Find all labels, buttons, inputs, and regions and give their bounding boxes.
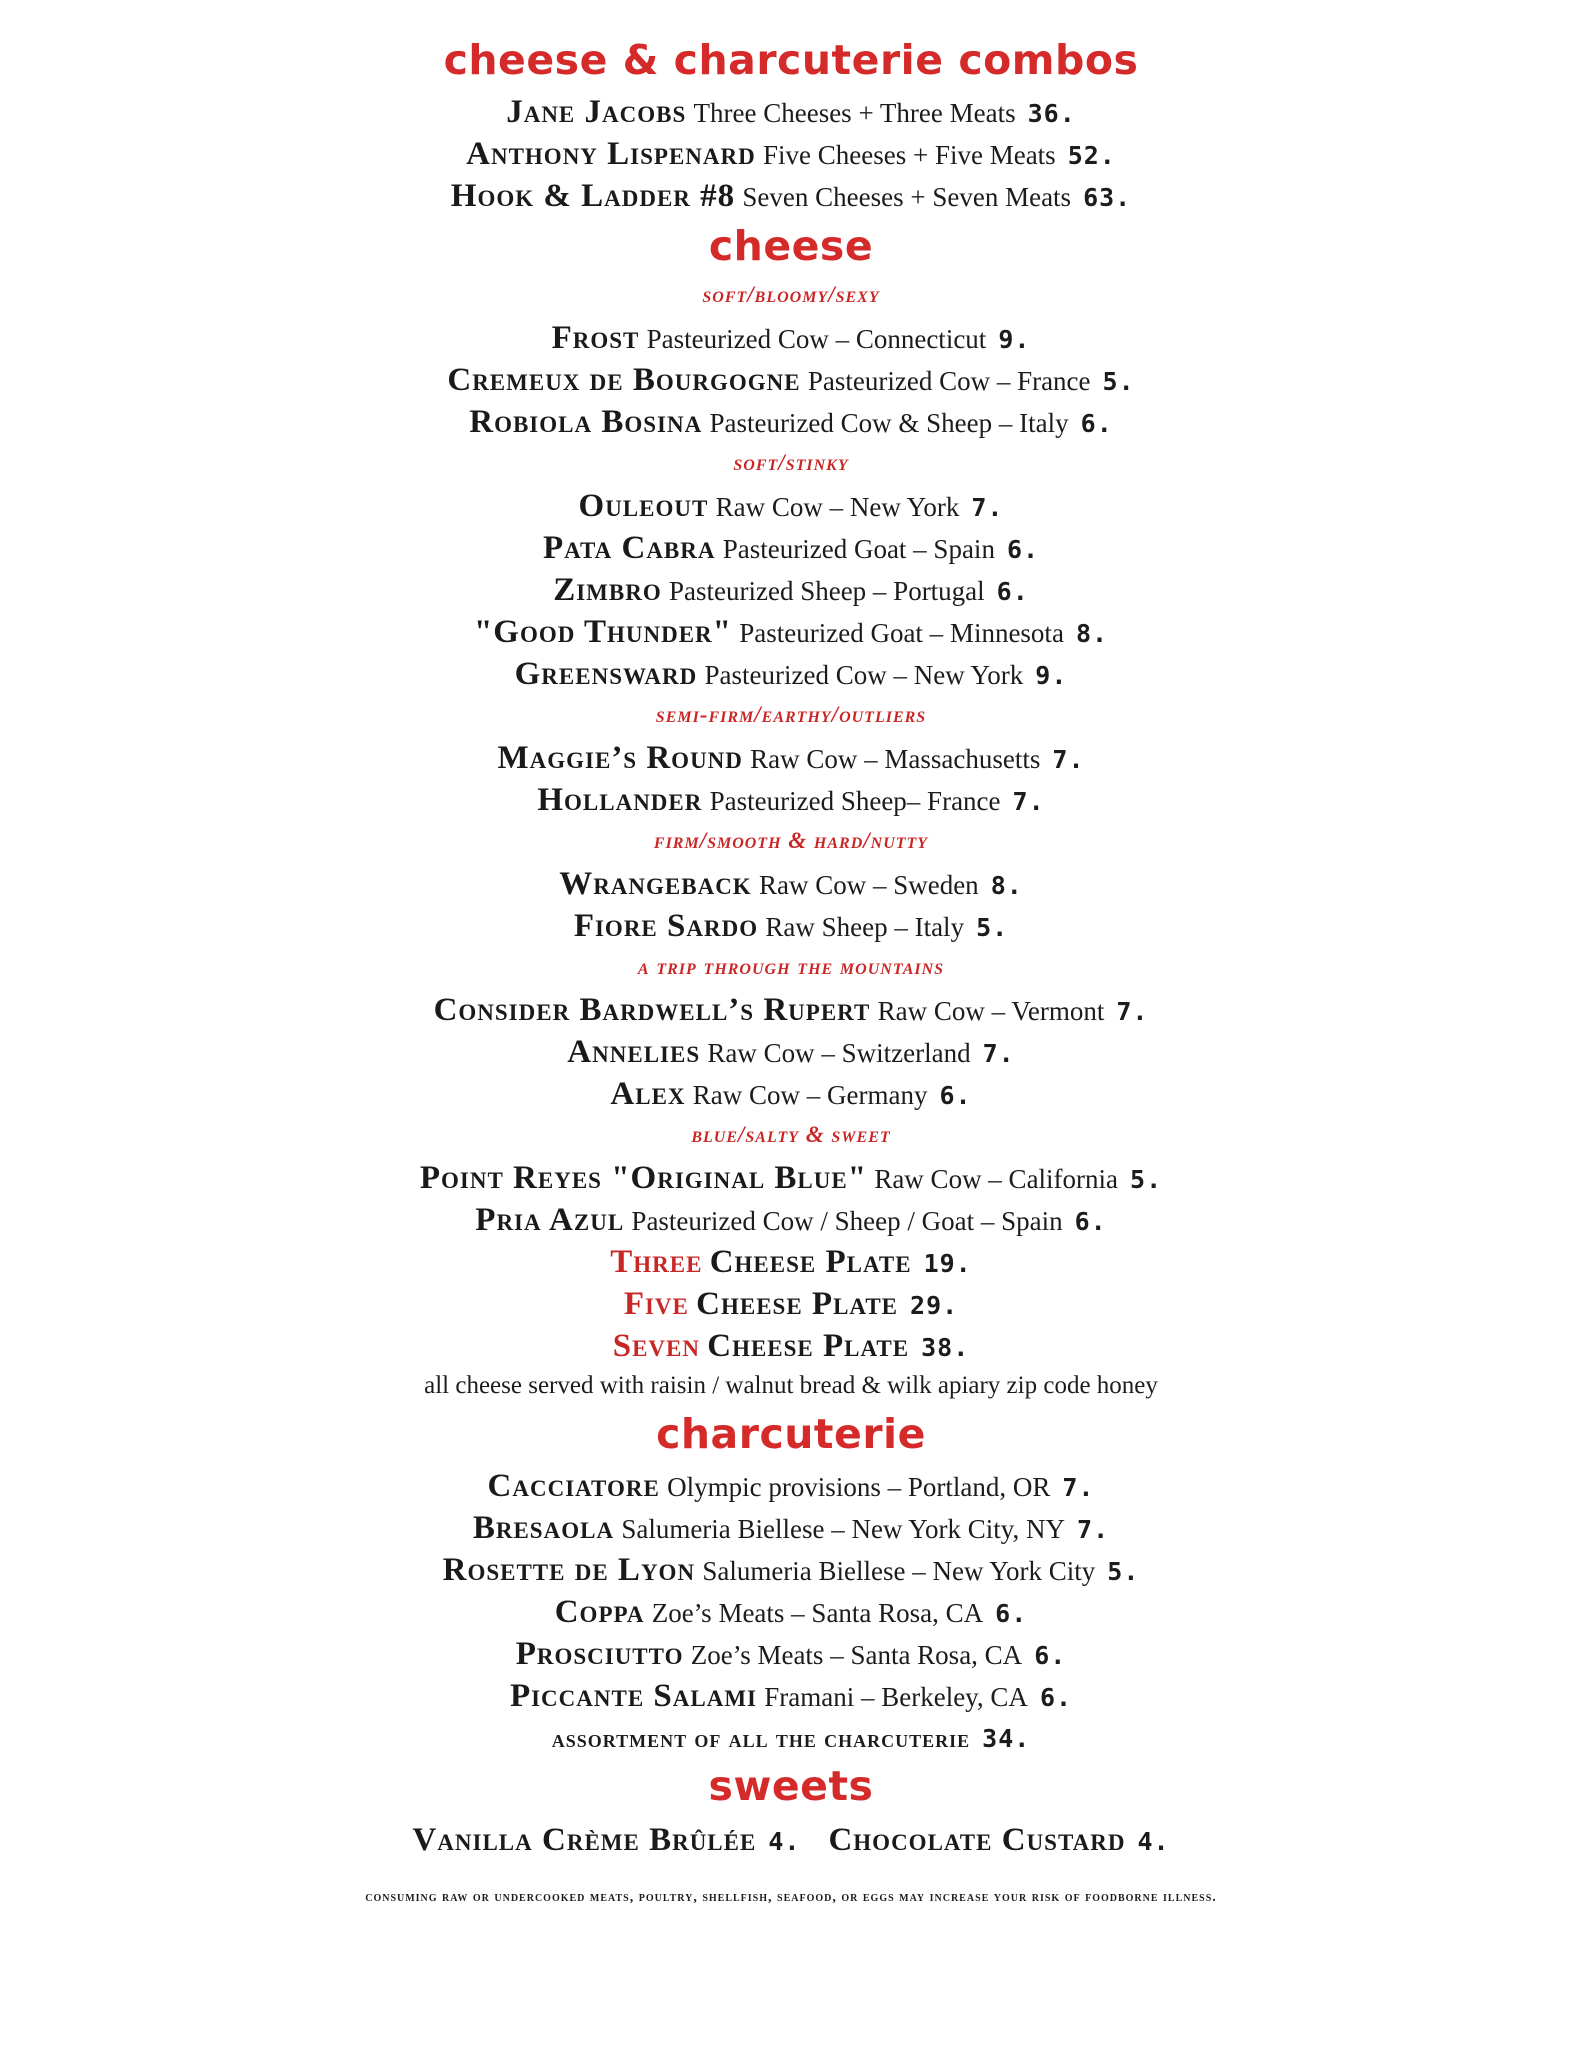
subsection-title: firm/smooth & hard/nutty (653, 828, 929, 853)
item-price: 8. (1075, 619, 1109, 648)
item-name: Robiola Bosina (469, 404, 703, 440)
item-desc: Raw Cow – Sweden (758, 870, 979, 900)
item-desc: Raw Cow – California (874, 1164, 1119, 1194)
item-desc: Raw Cow – New York (715, 492, 960, 522)
item-desc: Pasteurized Cow – New York (704, 660, 1024, 690)
item-price: 34. (982, 1724, 1031, 1753)
charcuterie-assortment (0, 1718, 1582, 1760)
subsection-title: blue/salty & sweet (691, 1122, 891, 1147)
item-price: 6. (1080, 409, 1113, 438)
item-price: 36. (1027, 99, 1076, 128)
item-name: Ouleout (578, 488, 709, 524)
combo-item (0, 92, 1582, 134)
subsection-title: soft/bloomy/sexy (702, 282, 880, 307)
section-title-sweets: sweets (708, 1762, 874, 1810)
cheese-item (0, 1074, 1582, 1116)
item-price: 6. (1074, 1207, 1107, 1236)
item-name: Vanilla Crème Brûlée (412, 1822, 757, 1858)
item-name: Cremeux de Bourgogne (447, 362, 801, 398)
item-name: Wrangeback (559, 866, 752, 902)
item-name: Hollander (537, 782, 703, 818)
plate-label: Cheese Plate (707, 1328, 910, 1364)
item-price: 9. (998, 325, 1031, 354)
cheese-item (0, 990, 1582, 1032)
item-desc: Seven Cheeses + Seven Meats (742, 182, 1072, 212)
sweets-row (0, 1820, 1582, 1862)
item-price: 7. (1077, 1515, 1110, 1544)
item-price: 29. (910, 1291, 959, 1320)
charcuterie-item (0, 1466, 1582, 1508)
item-name: Cacciatore (487, 1468, 660, 1504)
item-price: 5. (1102, 367, 1135, 396)
section-title-charcuterie: charcuterie (656, 1410, 926, 1458)
item-desc: Pasteurized Cow – France (807, 366, 1091, 396)
plate-count: Seven (612, 1328, 700, 1364)
item-desc: Raw Cow – Vermont (877, 996, 1105, 1026)
item-name: Fiore Sardo (573, 908, 759, 944)
cheese-item (0, 864, 1582, 906)
cheese-note: all cheese served with raisin / walnut bread & wilk apiary zip code honey (424, 1372, 1158, 1399)
item-name: Chocolate Custard (828, 1822, 1126, 1858)
cheese-item (0, 402, 1582, 444)
cheese-item (0, 654, 1582, 696)
item-desc: Pasteurized Cow / Sheep / Goat – Spain (631, 1206, 1063, 1236)
item-price: 5. (1130, 1165, 1163, 1194)
item-price: 9. (1035, 661, 1068, 690)
item-price: 6. (1006, 535, 1040, 564)
item-name: Greensward (514, 656, 698, 692)
cheese-item (0, 318, 1582, 360)
charcuterie-item (0, 1508, 1582, 1550)
item-name: Bresaola (472, 1510, 615, 1546)
item-name: Piccante Salami (509, 1678, 757, 1714)
combo-item (0, 134, 1582, 176)
charcuterie-item (0, 1592, 1582, 1634)
cheese-item (0, 738, 1582, 780)
item-desc: Five Cheeses + Five Meats (763, 140, 1056, 170)
item-price: 6. (1034, 1641, 1067, 1670)
item-name: Maggie’s Round (497, 740, 743, 776)
item-price: 7. (982, 1039, 1015, 1068)
item-desc: Pasteurized Sheep– France (709, 786, 1001, 816)
section-title-combos: cheese & charcuterie combos (443, 36, 1139, 84)
item-price: 7. (1116, 997, 1149, 1026)
cheese-plate (0, 1326, 1582, 1368)
subsection-title: soft/stinky (733, 450, 849, 475)
item-name: Anthony Lispenard (466, 136, 756, 172)
item-price: 5. (1107, 1557, 1140, 1586)
cheese-item (0, 1032, 1582, 1074)
item-desc: Raw Cow – Germany (692, 1080, 928, 1110)
cheese-item (0, 1158, 1582, 1200)
item-desc: Pasteurized Sheep – Portugal (668, 576, 985, 606)
item-desc: Olympic provisions – Portland, OR (667, 1472, 1051, 1502)
cheese-plate (0, 1284, 1582, 1326)
subsection-title: semi-firm/earthy/outliers (655, 702, 927, 727)
cheese-item (0, 570, 1582, 612)
cheese-item (0, 612, 1582, 654)
item-price: 19. (923, 1249, 972, 1278)
item-desc: Three Cheeses + Three Meats (693, 98, 1016, 128)
charcuterie-item (0, 1634, 1582, 1676)
item-price: 52. (1067, 141, 1116, 170)
cheese-item (0, 528, 1582, 570)
item-name: Frost (551, 320, 640, 356)
item-name: Pria Azul (475, 1202, 625, 1238)
item-name: Point Reyes "Original Blue" (419, 1160, 868, 1196)
plate-label: Cheese Plate (709, 1244, 912, 1280)
cheese-item (0, 486, 1582, 528)
item-price: 6. (995, 1599, 1028, 1628)
item-name: Coppa (554, 1594, 645, 1630)
item-desc: Salumeria Biellese – New York City (702, 1556, 1096, 1586)
combo-item (0, 176, 1582, 218)
item-name: Annelies (567, 1034, 701, 1070)
cheese-item (0, 780, 1582, 822)
item-price: 4. (768, 1827, 801, 1856)
item-price: 5. (976, 913, 1009, 942)
item-desc: Framani – Berkeley, CA (764, 1682, 1028, 1712)
item-price: 6. (996, 577, 1029, 606)
item-price: 7. (1062, 1473, 1095, 1502)
item-price: 6. (1039, 1683, 1073, 1712)
item-price: 6. (939, 1081, 972, 1110)
cheese-item (0, 1200, 1582, 1242)
item-name: Prosciutto (515, 1636, 684, 1672)
item-name: Pata Cabra (542, 530, 716, 566)
cheese-item (0, 906, 1582, 948)
item-name: Hook & Ladder #8 (450, 178, 736, 214)
item-desc: Raw Cow – Massachusetts (750, 744, 1041, 774)
item-desc: Zoe’s Meats – Santa Rosa, CA (651, 1598, 984, 1628)
item-price: 63. (1083, 183, 1132, 212)
item-name: Rosette de Lyon (442, 1552, 696, 1588)
item-price: 7. (1012, 787, 1045, 816)
item-name: Consider Bardwell’s Rupert (433, 992, 871, 1028)
item-price: 8. (990, 871, 1023, 900)
item-price: 7. (971, 493, 1004, 522)
item-price: 4. (1137, 1827, 1170, 1856)
item-desc: Pasteurized Cow & Sheep – Italy (709, 408, 1069, 438)
plate-count: Five (623, 1286, 689, 1322)
subsection-title: a trip through the mountains (637, 954, 945, 979)
section-title-cheese: cheese (708, 222, 874, 270)
item-desc: Zoe’s Meats – Santa Rosa, CA (690, 1640, 1023, 1670)
item-desc: Raw Cow – Switzerland (707, 1038, 971, 1068)
plate-label: Cheese Plate (696, 1286, 899, 1322)
item-name: Jane Jacobs (506, 94, 687, 130)
plate-count: Three (610, 1244, 703, 1280)
item-name: Zimbro (553, 572, 662, 608)
item-price: 38. (921, 1333, 970, 1362)
cheese-plate (0, 1242, 1582, 1284)
item-desc: Pasteurized Goat – Spain (722, 534, 995, 564)
item-name: "Good Thunder" (473, 614, 732, 650)
cheese-item (0, 360, 1582, 402)
charcuterie-item (0, 1676, 1582, 1718)
item-price: 7. (1052, 745, 1085, 774)
assortment-label: assortment of all the charcuterie (551, 1726, 971, 1753)
charcuterie-item (0, 1550, 1582, 1592)
item-desc: Raw Sheep – Italy (765, 912, 965, 942)
item-desc: Pasteurized Goat – Minnesota (739, 618, 1064, 648)
health-disclaimer: consuming raw or undercooked meats, poultry, shellfish, seafood, or eggs may increase your risk of foodborne illness. (365, 1890, 1217, 1905)
item-name: Alex (610, 1076, 686, 1112)
item-desc: Salumeria Biellese – New York City, NY (621, 1514, 1066, 1544)
item-desc: Pasteurized Cow – Connecticut (646, 324, 987, 354)
